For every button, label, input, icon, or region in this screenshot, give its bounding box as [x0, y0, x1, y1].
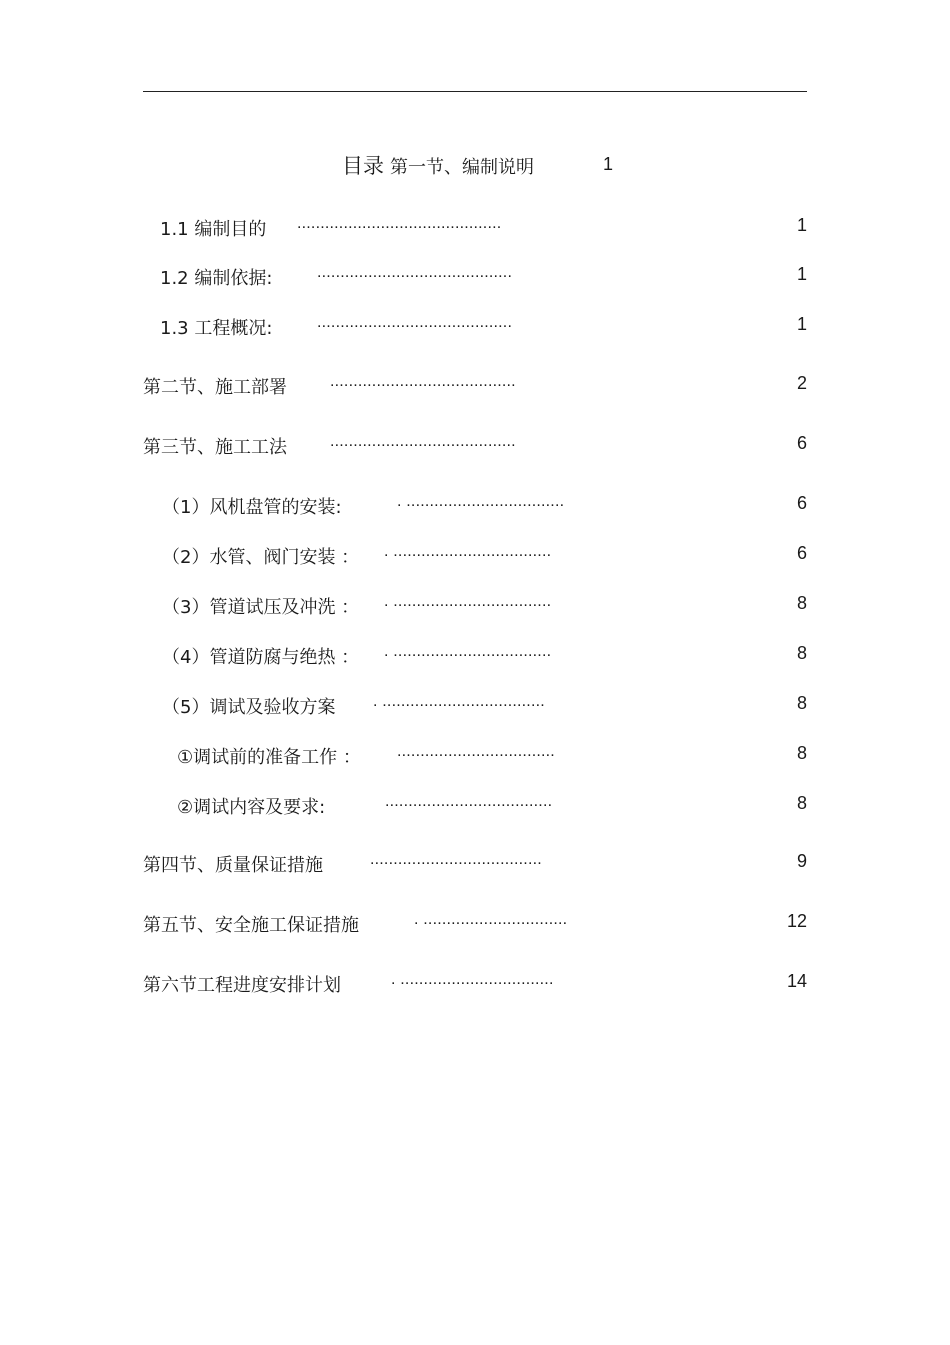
- toc-entry-page: 1: [796, 264, 807, 284]
- toc-entry-leader: . ..................................: [397, 493, 565, 510]
- toc-entry[interactable]: [0, 543, 950, 567]
- toc-entry-label: ②调试内容及要求:: [177, 797, 326, 818]
- toc-entry[interactable]: [0, 743, 950, 767]
- toc-entry-label: 第六节工程进度安排计划: [143, 975, 341, 996]
- toc-entry[interactable]: [0, 314, 950, 338]
- toc-entry-page: 8: [796, 793, 807, 813]
- toc-entry[interactable]: [0, 793, 950, 817]
- toc-entry-label: （1）风机盘管的安装:: [162, 497, 342, 518]
- toc-entry-leader: . ...................................: [373, 693, 545, 710]
- toc-entry-leader: ..................................: [397, 743, 555, 760]
- toc-entry[interactable]: [0, 693, 950, 717]
- toc-entry-leader: ....................................: [385, 793, 553, 810]
- toc-heading: 目录: [342, 154, 384, 178]
- toc-entry-label: （5）调试及验收方案: [162, 697, 336, 718]
- toc-entry-label: 第四节、质量保证措施: [143, 855, 323, 876]
- toc-entry-label: （2）水管、阀门安装 ：: [162, 547, 360, 568]
- toc-entry-page: 6: [796, 493, 807, 513]
- toc-entry[interactable]: [0, 593, 950, 617]
- toc-entry-label: （4）管道防腐与绝热 ：: [162, 647, 360, 668]
- toc-entry[interactable]: [0, 851, 950, 875]
- toc-entry-page: 8: [796, 693, 807, 713]
- toc-entry-leader: ........................................: [330, 373, 516, 390]
- header-rule: [143, 91, 807, 92]
- toc-entry-leader: . ..................................: [384, 543, 552, 560]
- toc-entry-page: 12: [786, 911, 807, 931]
- toc-entry-page: 1: [796, 215, 807, 235]
- toc-entry-page: 2: [796, 373, 807, 393]
- toc-entry-leader: ..........................................: [317, 264, 513, 281]
- toc-entry-leader: . ..................................: [384, 643, 552, 660]
- toc-entry-page: 8: [796, 743, 807, 763]
- toc-entry-page: 8: [796, 593, 807, 613]
- toc-entry-page: 8: [796, 643, 807, 663]
- toc-entry[interactable]: [0, 643, 950, 667]
- toc-entry[interactable]: [0, 264, 950, 288]
- toc-entry[interactable]: [0, 971, 950, 995]
- toc-entry[interactable]: [0, 433, 950, 457]
- toc-entry-page: 14: [786, 971, 807, 991]
- toc-entry[interactable]: [0, 493, 950, 517]
- toc-entry-leader: . ...............................: [414, 911, 568, 928]
- toc-entry-label: ①调试前的准备工作 ：: [177, 747, 361, 768]
- toc-entry-leader: . ..................................: [384, 593, 552, 610]
- toc-entry-label: 1.2 编制依据:: [160, 268, 273, 289]
- toc-entry-label: 第三节、施工工法: [143, 437, 287, 458]
- toc-entry-leader: .....................................: [370, 851, 542, 868]
- toc-first-section: 第一节、编制说明: [390, 157, 534, 178]
- toc-entry-label: 1.3 工程概况:: [160, 318, 273, 339]
- toc-entry-label: 第五节、安全施工保证措施: [143, 915, 359, 936]
- toc-entry-page: 6: [796, 543, 807, 563]
- toc-entry-page: 6: [796, 433, 807, 453]
- toc-first-section-page: 1: [603, 154, 614, 174]
- toc-entry-label: 1.1 编制目的: [160, 219, 267, 240]
- toc-entry[interactable]: [0, 373, 950, 397]
- toc-entry-page: 1: [796, 314, 807, 334]
- toc-entry-page: 9: [796, 851, 807, 871]
- toc-entry-label: （3）管道试压及冲洗 ：: [162, 597, 360, 618]
- toc-entry-leader: . .................................: [391, 971, 554, 988]
- toc-entry-leader: ........................................: [330, 433, 516, 450]
- toc-entry-leader: ............................................: [297, 215, 502, 232]
- toc-entry-label: 第二节、施工部署: [143, 377, 287, 398]
- toc-entry-leader: ..........................................: [317, 314, 513, 331]
- toc-entry[interactable]: [0, 215, 950, 239]
- toc-entry[interactable]: [0, 911, 950, 935]
